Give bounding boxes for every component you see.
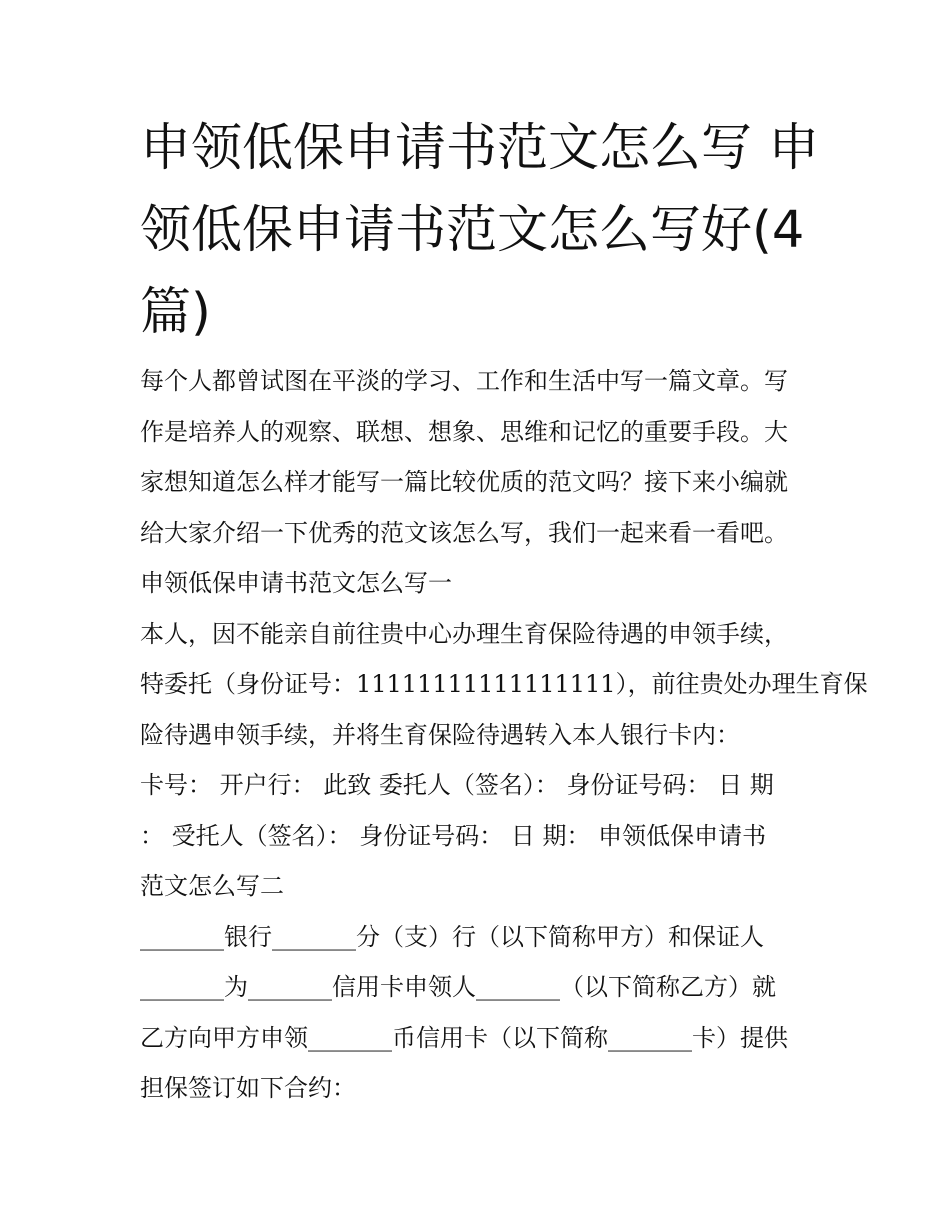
title-line: 申领低保申请书范文怎么写 申 bbox=[140, 119, 820, 178]
body-line: 范文怎么写二 bbox=[140, 872, 284, 900]
title-line: 领低保申请书范文怎么写好(4 bbox=[140, 201, 805, 260]
body-line: 担保签订如下合约： bbox=[140, 1074, 356, 1102]
body-line: 乙方向甲方申领_______币信用卡（以下简称_______卡）提供 bbox=[140, 1023, 788, 1052]
body-line: _______银行_______分（支）行（以下简称甲方）和保证人 bbox=[140, 922, 764, 951]
body-line: 给大家介绍一下优秀的范文该怎么写，我们一起来看一看吧。 bbox=[140, 518, 788, 547]
body-line: 作是培养人的观察、联想、想象、思维和记忆的重要手段。大 bbox=[140, 417, 788, 446]
title-line: 篇) bbox=[140, 283, 211, 342]
body-line: 每个人都曾试图在平淡的学习、工作和生活中写一篇文章。写 bbox=[140, 367, 788, 395]
section-heading: 申领低保申请书范文怎么写一 bbox=[140, 569, 452, 597]
document-body bbox=[140, 356, 868, 1114]
body-line: 特委托（身份证号：11111111111111111），前往贵处办理生育保 bbox=[140, 670, 868, 698]
body-line: ： 受托人（签名）： 身份证号码： 日 期： 申领低保申请书 bbox=[140, 821, 767, 850]
body-line: _______为_______信用卡申领人_______（以下简称乙方）就 bbox=[140, 973, 776, 1001]
body-line: 本人，因不能亲自前往贵中心办理生育保险待遇的申领手续， bbox=[140, 619, 788, 648]
body-line: 险待遇申领手续，并将生育保险待遇转入本人银行卡内： bbox=[140, 720, 740, 749]
body-line: 卡号： 开户行： 此致 委托人（签名）： 身份证号码： 日 期 bbox=[140, 771, 774, 799]
document-title bbox=[140, 108, 820, 354]
body-line: 家想知道怎么样才能写一篇比较优质的范文吗？接下来小编就 bbox=[140, 468, 788, 496]
